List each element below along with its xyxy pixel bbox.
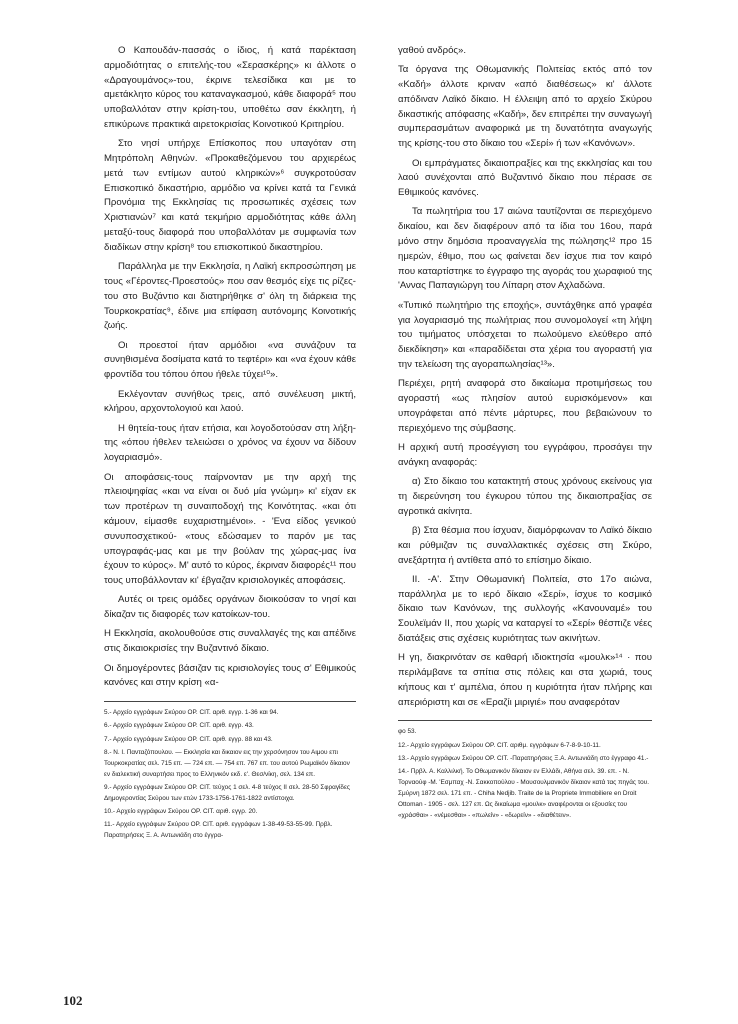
left-footnotes [104,708,356,842]
right-body-text [398,44,652,710]
footnote: 13.- Αρχείο εγγράφων Σκύρου ΟΡ. CIT. -Παρατηρήσεις Ξ.Α. Αντωνιάδη στο έγγραφο 41.- [398,755,649,763]
paragraph: Ο Καπουδάν-πασσάς ο ίδιος, ή κατά παρέκταση αρμοδιότητας ο επιτελής-του «Σερασκέρης» κι άλλοτε ο «Δραγουμάνος»-του, έκριvε τελεσίδικα και με το αμετάκλητο κύρος του καταναγκασμού, κάθε διαφορά⁵ που υποβαλλόταν στην κρίση-του, υποθέτω σαν έκκλητη, ή επικύρωνε πρακτικά αιρετοκρισίας Κοινοτικού Κριτηρίου. [104,45,356,130]
paragraph: Τα πωλητήρια του 17 αιώνα ταυτίζονται σε περιεχόμενο δικαίου, και δεν διαφέρουν από τα ίδια του 16ου, παρά μόνο στην δημόσια προαναγγελία της πώλησης¹² προ 15 ημερών, έθιμο, που ως φαίνεται δεν ίσχυε πια τον καιρό που καταρτίστηκε το έγγραφο της αγοράς του χωραφιού της 'Αννας Παπαγιώργη του Λίπαρη στον Αχλαδώνα. [398,206,652,292]
footnote: 8.- Ν. Ι. Πανταζόπουλου. — Εκκλησία και δικαιον εις την χερσόνησον του Αιμου επι Τουρκοκρατίας σελ. 715 επ. — 724 επ. — 754 επ. 767 επ. του αυτού Ρωμαϊκόν δίκαιον εν διαλεκτική συναρτήσει προς το Ελληνικόν εκδ. ε'. Θεσ/νίκη, σελ. 134 επ. [104,749,350,778]
page-number: 102 [63,993,83,1008]
footnote-divider [398,720,652,721]
paragraph: «Τυπικό πωλητήριο της εποχής», συντάχθηκε από γραφέα για λογαριασμό της πωλήτριας που συνομολογεί «τη λήψη του τιμήματος υπόσχεται το πωλούμενο ελεύθερο από διεκδίκηση» και «παραδίδεται στα χέρια του αγοραστή για την τελείωση της αγοραπωλησίας¹³». [398,299,652,370]
paragraph: Στο νησί υπήρχε Επίσκοπος που υπαγόταν στη Μητρόπολη Αθηνών. «Προκαθεζόμενου του αρχιερέως μετά των εντίμων αυτού κληρικών»⁶ συγκροτούσαν Επισκοπικό δικαστήριο, αρμόδιο να κρίνει κατά τα Γενικά Προνόμια της Εκκλησίας τις προσωπικές σχέσεις των Χριστιανών⁷ και κατά τεκμήριο αρμοδιότητας κάθε άλλη μεταξύ-τους διαφορά που υποβαλλόταν με συμφωνία των διαδίκων στην κρίση⁸ του επισκοπικού δικαστηρίου. [104,138,356,253]
left-body-text [104,44,356,691]
footnote: φο 53. [398,728,417,736]
paragraph: ΙΙ. -Α'. Στην Οθωμανική Πολιτεία, στο 17ο αιώνα, παράλληλα με το ιερό δίκαιο «Σερί», ίσχυε το κοσμικό δίκαιο των Κανόνων, της συλλογής «Κανουναμέ» του Σουλεϊμάν ΙΙ, που χωρίς να καταργεί το «Σερί» θέσπιζε νέες διατάξεις στις σχέσεις κυριότητας των ακινήτων. [398,573,652,644]
left-column [104,44,356,844]
paragraph: Περιέχει, ρητή αναφορά στο δικαίωμα προτιμήσεως του αγοραστή «ως πλησίον αυτού ευρισκόμενον» και υπογράφεται από πέντε μάρτυρες, που βεβαιώνουν το περιεχόμενο της σύμβασης. [398,378,652,434]
paragraph: β) Στα θέσμια που ίσχυαν, διαμόρφωναν το Λαϊκό δίκαιο και ρύθμιζαν τις συναλλακτικές σχέσεις στη Σκύρο, ανεξάρτητα ή αντίθετα από το επίσημο δίκαιο. [398,524,652,566]
paragraph: Η γη, διακρινόταν σε καθαρή ιδιοκτησία «μουλκ»¹⁴ · που περιλάμβανε τα σπίτια στις πόλεις και στα χωριά, τους κήπους και τ' αμπέλια, όπου η κυριότητα ήταν πλήρης και απεριόριστη και σε «Εραζίι μιριγιέ» που αναφερόταν [398,652,652,708]
footnote: 5.- Αρχείο εγγράφων Σκύρου ΟΡ. CIT. αριθ. εγγρ. 1-36 και 94. [104,709,279,717]
paragraph: γαθού ανδρός». [398,45,467,56]
paragraph: Η Εκκλησία, ακολουθούσε στις συναλλαγές της και απέδινε στις δικαιοκρισίες την Βυζαντινό δίκαιο. [104,628,356,655]
right-footnotes [398,727,652,821]
paragraph: Τα όργανα της Οθωμανικής Πολιτείας εκτός από τον «Καδή» άλλοτε κριναν «από διαθέσεως» κι' άλλοτε απόδιναν Λαϊκό δίκαιο. Η έλλειψη από το αρχείο Σκύρου δικαστικής απόφασης «Καδή», δεν επιτρέπει την συναγωγή συμπερασμάτων αναφορικά με τη δυνατότητα αναγωγής της κρίσης-του στο δίκαιο του «Σερί» ή των «Κανόνων». [398,64,652,150]
footnote: 10.- Αρχείο εγγράφων Σκύρου ΟΡ. CIT. αριθ. εγγρ. 20. [104,808,258,816]
footnote: 12.- Αρχείο εγγράφων Σκύρου ΟΡ. CIT. αριθμ. εγγράφων 6-7-8-9-10-11. [398,741,601,749]
paragraph: Παράλληλα με την Εκκλησία, η Λαϊκή εκπροσώπηση με τους «Γέροντες-Προεστούς» που σαν θεσμός είχε τις ρίζες-του στο Βυζάντιο και διατηρήθηκε σ' όλη τη διάρκεια της Τουρκοκρατίας⁹, έδινε μια επίφαση αυτόνομης Κοινοτικής ζωής. [104,261,356,332]
paragraph: Οι προεστοί ήταν αρμόδιοι «να συνάζουν τα συνηθισμένα δοσίματα κατά το τεφτέρι» και «να έχουν κάθε φροντίδα του τόπου όπου ήθελε τύχει¹⁰». [104,339,356,381]
paragraph: Οι δημογέροντες βάσιζαν τις κρισιολογίες τους σ' Εθιμικούς κανόνες και στην κρίση «α- [104,662,356,689]
footnote: 7.- Αρχείο εγγράφων Σκύρου ΟΡ. CIT. αριθ. εγγρ. 88 και 43. [104,735,273,743]
footnote: 9.- Αρχείο εγγράφων Σκύρου ΟΡ. CIT. τεύχος 1 σελ. 4-8 τεύχος ΙΙ σελ. 28-50 Σφραγίδες Δημογεροντίας Σκύρου των ετών 1733-1756-1761-1822 αντίστοιχα. [104,783,350,802]
footnote-divider [104,701,356,702]
paragraph: Οι εμπράγματες δικαιοπραξίες και της εκκλησίας και του λαού συνέχονται από Βυζαντινό δίκαιο που πέρασε σε Εθιμικούς κανόνες. [398,157,652,199]
right-column [398,44,652,824]
footnote: 6.- Αρχείο εγγράφων Σκύρου ΟΡ. CIT. αριθ. εγγρ. 43. [104,722,254,730]
paragraph: Η θητεία-τους ήταν ετήσια, και λογοδοτούσαν στη λήξη-της «όπου ήθελεν τελειώσει ο χρόνος να έχουν να δίδουν λογαριασμό». [104,422,356,464]
paragraph: Αυτές οι τρεις ομάδες οργάνων διοικούσαν το νησί και δίκαζαν τις διαφορές των κατοίκων-του. [104,594,356,621]
paragraph: Εκλέγονταν συνήθως τρεις, από συνέλευση μικτή, κλήρου, αρχοντολογιού και λαού. [104,388,356,415]
paragraph: α) Στο δίκαιο του κατακτητή στους χρόνους εκείνους για τη διερεύνηση του έγκυρου τύπου της δικαιοπραξίας σε αγροτικά ακίνητα. [398,476,652,517]
footnote: 14.- Πρβλ. Α. Καλλιλκή. Το Οθωμανικόν δίκαιον εν Ελλάδι, Αθήνα σελ. 39. επ. - Ν. Τορναούφ -Μ. 'Εσμπαχ -Ν. Σακκοπούλου - Μουσουλμανικόν δίκαιον κατά τας πηγάς του. Σμύρνη 1872 σελ. 171 επ. - Chiha Nedjib. Traite de la Propriete Immobiliere en Droit Ottoman - 1905 - σελ. 127 επ. Ως δικαίωμα «μουλκ» αναφέρονται οι εξουσίες του «χράσθαι» - «νέμεσθαι» - «πωλείν» - «δωρείν» - «διαθέτειν». [398,768,650,819]
footnote: 11.- Αρχείο εγγράφων Σκύρου ΟΡ. CIT. αριθ. εγγράφων 1-38-49-53-55-99. Πρβλ. Παρατηρήσεις Ξ. Α. Αντωνιάδη στο έγγρα- [104,821,333,840]
paragraph: Η αρχική αυτή προσέγγιση του εγγράφου, προσάγει την ανάγκη αναφοράς: [398,441,652,468]
paragraph: Οι αποφάσεις-τους παίρνονταν με την αρχή της πλειοψηφίας «και να είναι οι δυό μία γνώμη» κι' είχαν εκ των προτέρων τη συναιποδοχή της Κοινότητας. «και ότι κάμουν, είμασθε ευχαριστημένοι». - 'Ενα είδος γενικού συνυποσχετικού- «τους εδώσαμεν το παρόν με τας υπογραφάς-μας και με την βούλαν της χώρας-μας ίνα έχουν το κύρος». Μ' αυτό το κύρος, έκριναν διαφορές¹¹ που τους υποβάλλονταν κι' έβγαζαν κρισιολογικές αποφάσεις. [104,471,356,587]
